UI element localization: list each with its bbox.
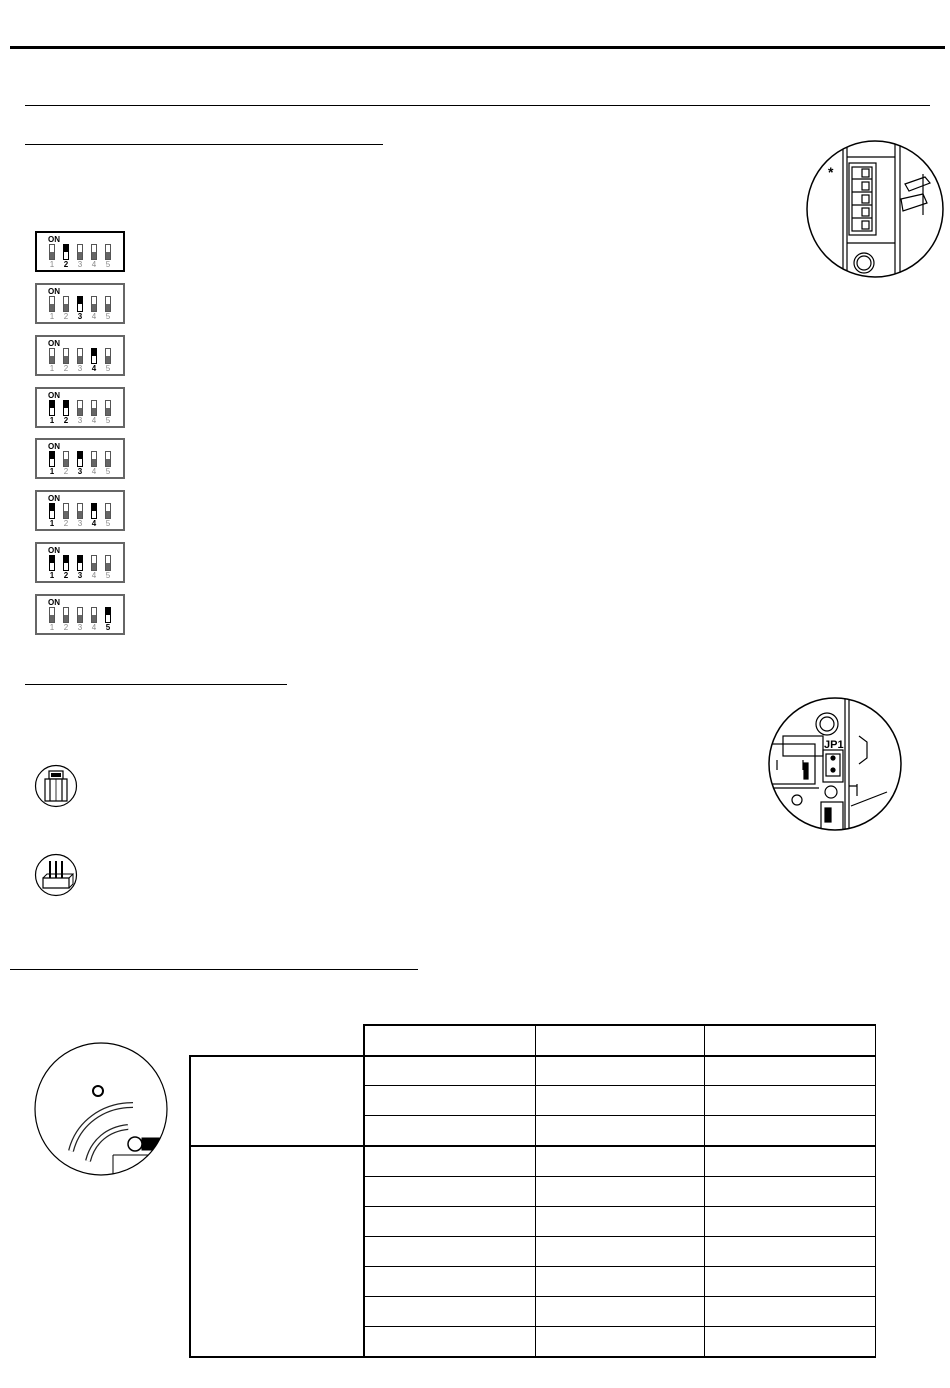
dip-switch-1-off	[49, 244, 55, 260]
table-section-underline	[10, 969, 418, 970]
dip-switch-number: 1	[49, 260, 55, 269]
dip-switch-number: 3	[77, 519, 83, 528]
dip-switch-setting-8	[35, 594, 125, 635]
dip-switch-3-on	[77, 451, 83, 467]
dip-switch-number: 5	[105, 519, 111, 528]
dip-switch-number: 2	[63, 623, 69, 632]
table-row-line	[364, 1115, 876, 1116]
dip-switch-3-off	[77, 503, 83, 519]
dip-on-label: ON	[48, 339, 60, 348]
dip-switch-number: 3	[77, 416, 83, 425]
table-row-line	[364, 1326, 876, 1327]
dip-switch-number: 5	[105, 312, 111, 321]
dip-switch-5-off	[105, 400, 111, 416]
table-outer-top	[189, 1055, 876, 1057]
dip-switch-4-off	[91, 451, 97, 467]
dip-switch-1-off	[49, 296, 55, 312]
dip-switch-number: 2	[63, 416, 69, 425]
jp1-label: JP1	[824, 739, 844, 751]
dip-on-label: ON	[48, 391, 60, 400]
dip-switch-1-on	[49, 400, 55, 416]
dip-switch-number: 4	[91, 519, 97, 528]
dip-switch-4-off	[91, 296, 97, 312]
dip-switch-setting-1	[35, 231, 125, 272]
header-rule	[10, 46, 945, 49]
dip-switch-setting-6	[35, 490, 125, 531]
table-row-line	[364, 1236, 876, 1237]
dip-switch-number: 1	[49, 571, 55, 580]
dip-switch-5-on	[105, 607, 111, 623]
dip-switch-number: 5	[105, 260, 111, 269]
table-row-line	[364, 1266, 876, 1267]
dip-switch-4-off	[91, 555, 97, 571]
dip-switch-3-off	[77, 348, 83, 364]
dip-switch-setting-3	[35, 335, 125, 376]
dip-switch-number: 2	[63, 260, 69, 269]
dip-switch-3-off	[77, 400, 83, 416]
dip-switch-detail-illustration	[805, 139, 945, 279]
dip-switch-setting-7	[35, 542, 125, 583]
dip-switch-1-on	[49, 503, 55, 519]
dip-switch-1-off	[49, 607, 55, 623]
dip-switch-number: 2	[63, 519, 69, 528]
table-header-top	[364, 1024, 876, 1026]
dip-switch-2-on	[63, 555, 69, 571]
dip-switch-3-off	[77, 607, 83, 623]
dip-switch-number: 5	[105, 467, 111, 476]
dip-switch-1-on	[49, 451, 55, 467]
jumper-open-icon	[34, 853, 78, 897]
dip-section-underline	[25, 144, 383, 145]
dip-switch-2-on	[63, 244, 69, 260]
dip-switch-number: 5	[105, 571, 111, 580]
dip-switch-number: 2	[63, 571, 69, 580]
dip-on-label: ON	[48, 287, 60, 296]
dip-switch-number: 3	[77, 312, 83, 321]
dip-switch-number: 1	[49, 467, 55, 476]
device-led-illustration	[33, 1041, 169, 1177]
table-row-line	[364, 1176, 876, 1177]
jumper-closed-icon	[34, 764, 78, 808]
table-outer-left	[189, 1055, 191, 1358]
dip-switch-number: 4	[91, 416, 97, 425]
dip-switch-number: 5	[105, 623, 111, 632]
dip-switch-5-off	[105, 503, 111, 519]
detail-marker: *	[828, 164, 834, 180]
table-row-line	[364, 1206, 876, 1207]
dip-switch-5-off	[105, 555, 111, 571]
dip-switch-number: 1	[49, 519, 55, 528]
dip-switch-number: 4	[91, 260, 97, 269]
dip-switch-number: 4	[91, 623, 97, 632]
table-group-divider	[189, 1145, 876, 1147]
dip-switch-number: 3	[77, 364, 83, 373]
dip-switch-5-off	[105, 451, 111, 467]
dip-switch-setting-5	[35, 438, 125, 479]
dip-switch-number: 1	[49, 416, 55, 425]
dip-switch-number: 1	[49, 312, 55, 321]
dip-switch-4-off	[91, 607, 97, 623]
dip-switch-number: 1	[49, 623, 55, 632]
dip-switch-number: 3	[77, 623, 83, 632]
dip-on-label: ON	[48, 598, 60, 607]
dip-switch-2-off	[63, 296, 69, 312]
table-col-line	[535, 1024, 536, 1358]
dip-switch-number: 2	[63, 364, 69, 373]
dip-switch-4-on	[91, 503, 97, 519]
table-row-line	[364, 1085, 876, 1086]
dip-switch-5-off	[105, 296, 111, 312]
dip-switch-1-off	[49, 348, 55, 364]
jumper-board-illustration	[767, 696, 903, 832]
dip-switch-setting-2	[35, 283, 125, 324]
dip-on-label: ON	[48, 546, 60, 555]
dip-switch-number: 2	[63, 467, 69, 476]
dip-switch-number: 5	[105, 364, 111, 373]
dip-on-label: ON	[48, 494, 60, 503]
table-outer-bottom	[189, 1356, 876, 1358]
dip-switch-4-off	[91, 244, 97, 260]
dip-switch-number: 4	[91, 312, 97, 321]
dip-switch-number: 3	[77, 571, 83, 580]
dip-switch-2-off	[63, 503, 69, 519]
dip-switch-3-off	[77, 244, 83, 260]
dip-switch-2-off	[63, 348, 69, 364]
section-rule	[25, 105, 930, 106]
dip-switch-4-off	[91, 400, 97, 416]
dip-on-label: ON	[48, 235, 60, 244]
dip-switch-number: 5	[105, 416, 111, 425]
dip-switch-4-on	[91, 348, 97, 364]
dip-switch-2-on	[63, 400, 69, 416]
dip-switch-number: 4	[91, 571, 97, 580]
table-row-line	[364, 1296, 876, 1297]
dip-switch-1-on	[49, 555, 55, 571]
dip-switch-2-off	[63, 451, 69, 467]
dip-switch-number: 1	[49, 364, 55, 373]
dip-switch-3-on	[77, 555, 83, 571]
dip-switch-setting-4	[35, 387, 125, 428]
dip-switch-5-off	[105, 348, 111, 364]
dip-switch-number: 4	[91, 364, 97, 373]
dip-on-label: ON	[48, 442, 60, 451]
dip-switch-number: 2	[63, 312, 69, 321]
dip-switch-2-off	[63, 607, 69, 623]
table-outer-right	[875, 1024, 876, 1358]
table-col-line	[704, 1024, 705, 1358]
dip-switch-5-off	[105, 244, 111, 260]
dip-switch-number: 4	[91, 467, 97, 476]
jumper-section-underline	[25, 684, 287, 685]
dip-switch-number: 3	[77, 260, 83, 269]
table-col-line	[363, 1024, 365, 1358]
dip-switch-number: 3	[77, 467, 83, 476]
dip-switch-3-on	[77, 296, 83, 312]
